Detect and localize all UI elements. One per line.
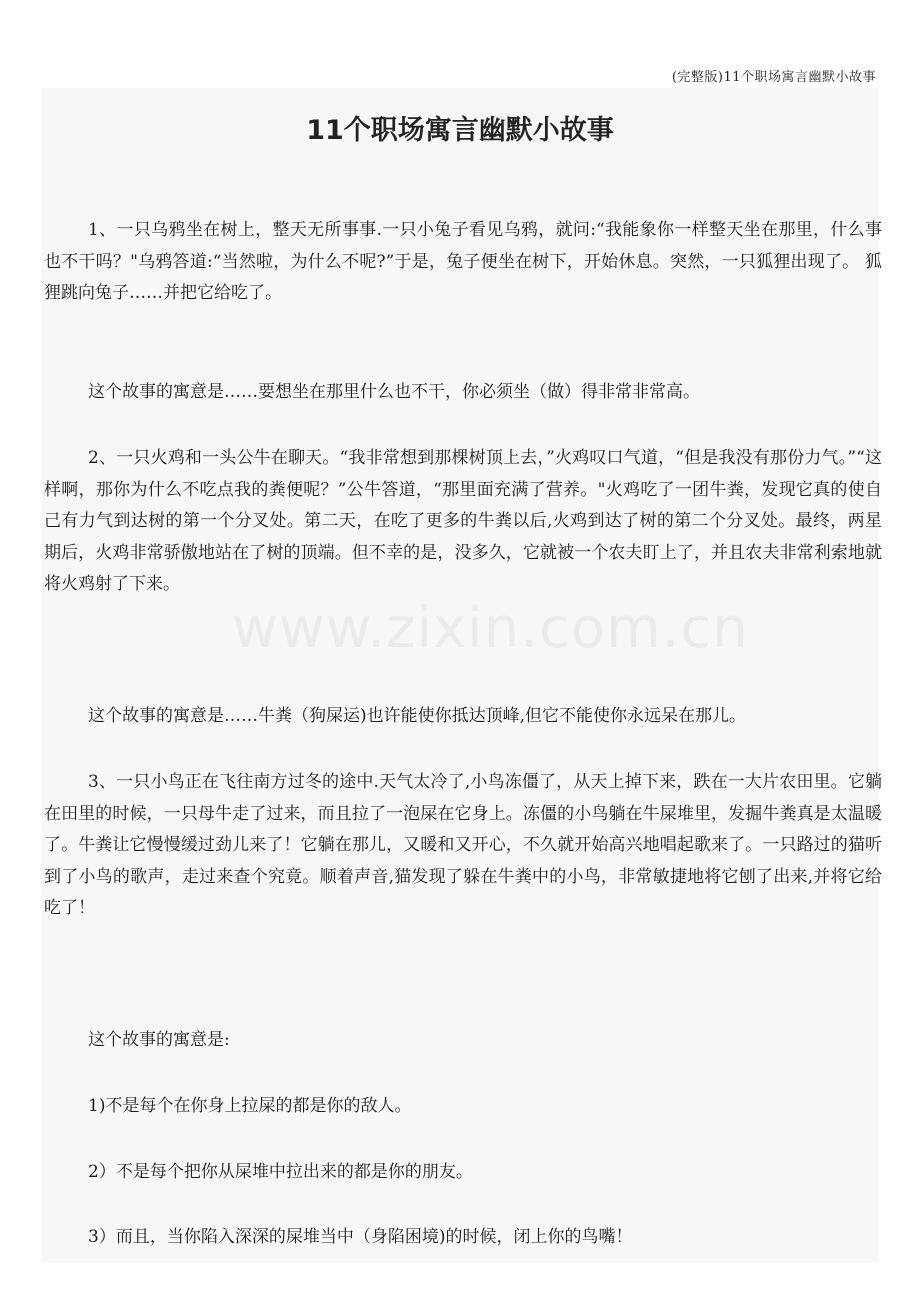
- moral-item-3: 3）而且，当你陷入深深的屎堆当中（身陷困境)的时候，闭上你的鸟嘴！: [88, 1227, 633, 1247]
- story-2-moral: 这个故事的寓意是……牛粪（狗屎运)也许能使你抵达顶峰,但它不能使你永远呆在那儿。: [88, 706, 747, 726]
- moral-item-1: 1)不是每个在你身上拉屎的都是你的敌人。: [88, 1096, 412, 1116]
- document-title: 11个职场寓言幽默小故事: [306, 115, 614, 146]
- story-3-moral-intro: 这个故事的寓意是:: [88, 1030, 230, 1050]
- header-note: (完整版)11个职场寓言幽默小故事: [671, 70, 876, 85]
- story-3-paragraph: 3、一只小鸟正在飞往南方过冬的途中.天气太冷了,小鸟冻僵了，从天上掉下来，跌在一大片农田里。它躺在田里的时候，一只母牛走了过来，而且拉了一泡屎在它身上。冻僵的小鸟躺在牛屎堆里，发掘牛粪真是太温暖了。牛粪让它慢慢缓过劲儿来了！它躺在那儿，又暖和又开心，不久就开始高兴地唱起歌来了。一只路过的猫听到了小鸟的歌声，走过来查个究竟。顺着声音,猫发现了躲在牛粪中的小鸟，非常敏捷地将它刨了出来,并将它给吃了！: [44, 772, 882, 918]
- story-1-moral: 这个故事的寓意是……要想坐在那里什么也不干，你必须坐（做）得非常非常高。: [88, 382, 700, 402]
- story-1-paragraph: 1、一只乌鸦坐在树上，整天无所事事.一只小兔子看见乌鸦，就问:“我能象你一样整天坐在那里，什么事也不干吗？"乌鸦答道:“当然啦，为什么不呢?”于是，兔子便坐在树下，开始休息。突然，一只狐狸出现了。 狐狸跳向兔子……并把它给吃了。: [44, 220, 882, 303]
- story-2-paragraph: 2、一只火鸡和一头公牛在聊天。“我非常想到那棵树顶上去，”火鸡叹口气道，“但是我没有那份力气。”“这样啊，那你为什么不吃点我的粪便呢？”公牛答道，“那里面充满了营养。"火鸡吃了一团牛粪，发现它真的使自己有力气到达树的第一个分叉处。第二天，在吃了更多的牛粪以后,火鸡到达了树的第二个分叉处。最终，两星期后，火鸡非常骄傲地站在了树的顶端。但不幸的是，没多久，它就被一个农夫盯上了，并且农夫非常利索地就将火鸡射了下来。: [44, 448, 882, 594]
- watermark: www.zixin.com.cn: [232, 596, 749, 661]
- moral-item-2: 2）不是每个把你从屎堆中拉出来的都是你的朋友。: [88, 1162, 473, 1182]
